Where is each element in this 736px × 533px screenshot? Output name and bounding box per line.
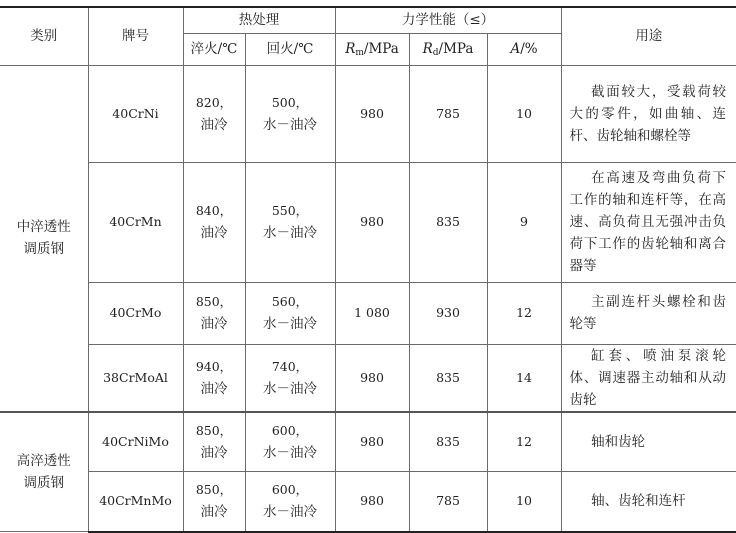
temper-temp: 600， (271, 482, 309, 498)
table-row (0, 162, 736, 282)
category-cell (0, 65, 88, 412)
rm-cell: 980 (335, 162, 409, 282)
rm-cell: 980 (335, 344, 409, 412)
elongation-cell: 9 (487, 162, 561, 282)
table-row (0, 65, 736, 162)
quench-temp: 820， (195, 94, 233, 110)
category-label-line2: 调质钢 (23, 241, 64, 257)
usage-cell (561, 472, 736, 532)
rd-cell: 930 (409, 282, 487, 344)
usage-text: 缸套、喷油泵滚轮体、调速器主动轴和从动齿轮 (569, 347, 727, 408)
header-mechanical-properties: 力学性能（≤） (335, 7, 561, 33)
usage-text: 主副连杆头螺栓和齿轮等 (569, 294, 727, 332)
rm-cell: 1 080 (335, 282, 409, 344)
elongation-cell: 14 (487, 344, 561, 412)
temper-cell (245, 65, 335, 162)
category-label-line1: 高淬透性 (16, 452, 71, 469)
table-row (0, 412, 736, 472)
quench-cell (183, 65, 245, 162)
grade-cell: 40CrNiMo (88, 412, 183, 472)
rm-subscript: m (355, 48, 364, 58)
rd-unit: /MPa (438, 41, 474, 57)
rd-cell: 835 (409, 412, 487, 472)
temper-temp: 500， (271, 94, 309, 110)
usage-text: 截面较大，受载荷较大的零件，如曲轴、连杆、齿轮轴和螺栓等 (569, 83, 727, 144)
category-cell (0, 412, 88, 532)
temper-cell (245, 344, 335, 412)
quench-medium: 油冷 (200, 504, 228, 521)
category-label-line2: 调质钢 (23, 474, 64, 491)
header-temper: 回火/℃ (245, 33, 335, 65)
usage-text: 在高速及弯曲负荷下工作的轴和连杆等，在高速、高负荷且无强冲击负荷下工作的齿轮轴和离合器等 (569, 170, 727, 274)
quench-medium: 油冷 (200, 225, 228, 241)
quench-temp: 850， (195, 482, 233, 498)
rd-symbol: R (422, 41, 433, 57)
usage-cell (561, 282, 736, 344)
rd-cell: 785 (409, 472, 487, 532)
temper-medium: 水－油冷 (263, 504, 317, 521)
quench-medium: 油冷 (200, 444, 228, 461)
table-row (0, 282, 736, 344)
rm-symbol: R (345, 41, 356, 57)
temper-cell (245, 162, 335, 282)
rd-cell: 785 (409, 65, 487, 162)
usage-cell (561, 412, 736, 472)
a-symbol: A (510, 41, 521, 57)
temper-cell (245, 282, 335, 344)
quench-temp: 840， (195, 203, 233, 218)
quench-temp: 850， (195, 422, 233, 438)
header-heat-treatment: 热处理 (183, 7, 335, 33)
quench-cell (183, 344, 245, 412)
grade-cell: 40CrMnMo (88, 472, 183, 532)
grade-cell: 40CrMn (88, 162, 183, 282)
header-rd (409, 33, 487, 65)
quench-cell (183, 162, 245, 282)
header-quench: 淬火/℃ (183, 33, 245, 65)
grade-cell: 40CrMo (88, 282, 183, 344)
header-category: 类别 (0, 7, 88, 65)
header-usage: 用途 (561, 7, 736, 65)
temper-temp: 600， (271, 422, 309, 438)
rm-cell: 980 (335, 472, 409, 532)
temper-medium: 水－油冷 (263, 316, 317, 332)
elongation-cell: 12 (487, 412, 561, 472)
temper-temp: 740， (271, 358, 309, 374)
rm-cell: 980 (335, 412, 409, 472)
quench-cell (183, 412, 245, 472)
header-rm (335, 33, 409, 65)
a-unit: /% (520, 41, 538, 57)
elongation-cell: 12 (487, 282, 561, 344)
header-elongation (487, 33, 561, 65)
temper-medium: 水－油冷 (263, 380, 317, 397)
rm-cell: 980 (335, 65, 409, 162)
header-grade: 牌号 (88, 7, 183, 65)
header-row-1 (0, 7, 736, 33)
quench-medium: 油冷 (200, 316, 228, 332)
quench-cell (183, 472, 245, 532)
table-row (0, 344, 736, 412)
rd-cell: 835 (409, 344, 487, 412)
temper-temp: 560， (271, 294, 309, 309)
temper-cell (245, 472, 335, 532)
rd-cell: 835 (409, 162, 487, 282)
temper-medium: 水－油冷 (263, 116, 317, 133)
elongation-cell: 10 (487, 472, 561, 532)
table-row (0, 472, 736, 532)
usage-cell (561, 344, 736, 412)
temper-temp: 550， (271, 203, 309, 218)
elongation-cell: 10 (487, 65, 561, 162)
quench-medium: 油冷 (200, 380, 228, 397)
category-label-line1: 中淬透性 (16, 219, 71, 235)
quench-cell (183, 282, 245, 344)
quench-temp: 850， (195, 294, 233, 309)
rm-unit: /MPa (363, 41, 399, 57)
grade-cell: 40CrNi (88, 65, 183, 162)
usage-text: 轴、齿轮和连杆 (591, 493, 686, 510)
usage-cell (561, 65, 736, 162)
temper-medium: 水－油冷 (263, 444, 317, 461)
usage-text: 轴和齿轮 (591, 433, 646, 450)
rd-subscript: d (432, 48, 439, 58)
temper-cell (245, 412, 335, 472)
grade-cell: 38CrMoAl (88, 344, 183, 412)
quench-temp: 940， (195, 358, 233, 374)
temper-medium: 水－油冷 (263, 225, 317, 241)
steel-properties-table (0, 6, 736, 533)
usage-cell (561, 162, 736, 282)
quench-medium: 油冷 (200, 116, 228, 133)
